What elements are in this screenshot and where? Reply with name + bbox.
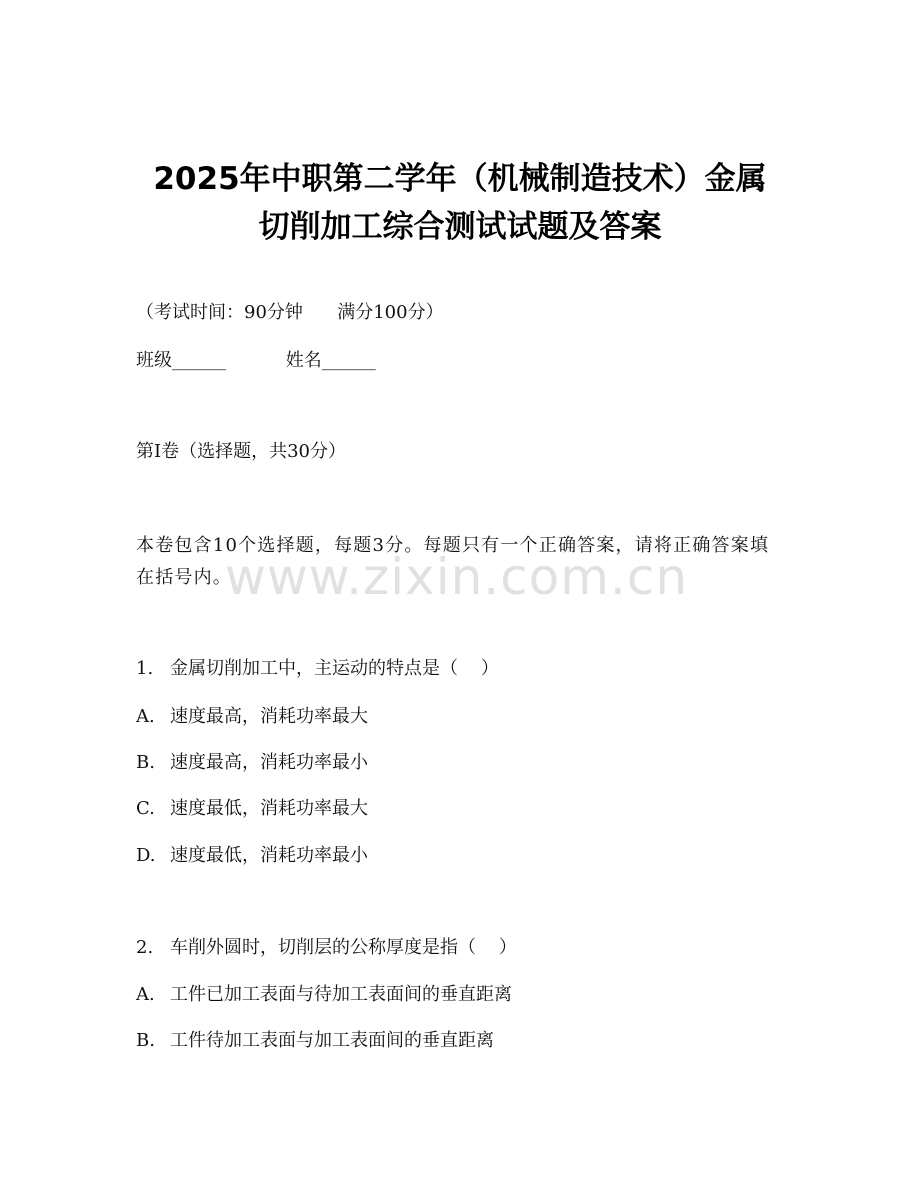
option-text: 工件已加工表面与待加工表面间的垂直距离	[170, 984, 512, 1005]
question-2-option-b	[136, 1026, 494, 1056]
option-letter: A.	[136, 706, 155, 727]
option-letter: C.	[136, 798, 155, 819]
section-heading: 第I卷（选择题，共30分）	[136, 441, 347, 462]
option-letter: B.	[136, 1030, 155, 1051]
question-number: 2.	[136, 937, 154, 958]
question-2-option-a	[136, 980, 512, 1010]
name-field: 姓名______	[285, 350, 376, 371]
instructions-paragraph: 本卷包含10个选择题，每题3分。每题只有一个正确答案，请将正确答案填在括号内。	[136, 535, 770, 588]
question-number: 1.	[136, 658, 154, 679]
option-text: 速度最低，消耗功率最小	[170, 845, 368, 866]
option-letter: B.	[136, 752, 155, 773]
question-2	[136, 933, 517, 963]
option-text: 速度最高，消耗功率最小	[170, 752, 368, 773]
question-text: 金属切削加工中，主运动的特点是（ ）	[170, 658, 499, 679]
question-1-option-d	[136, 841, 368, 871]
question-1-option-c	[136, 794, 368, 824]
question-1	[136, 654, 499, 684]
option-letter: A.	[136, 984, 155, 1005]
option-text: 工件待加工表面与加工表面间的垂直距离	[170, 1030, 494, 1051]
question-1-option-a	[136, 702, 368, 732]
exam-info: （考试时间：90分钟 满分100分）	[136, 302, 444, 323]
option-text: 速度最低，消耗功率最大	[170, 798, 368, 819]
document-title-line-1: 2025年中职第二学年（机械制造技术）金属	[153, 161, 767, 197]
student-info-row	[136, 346, 376, 376]
watermark: www.zixin.com.cn	[225, 548, 689, 606]
question-text: 车削外圆时，切削层的公称厚度是指（ ）	[170, 937, 517, 958]
question-1-option-b	[136, 748, 368, 778]
class-field: 班级______	[136, 350, 226, 371]
document-title-line-2: 切削加工综合测试试题及答案	[258, 209, 662, 245]
option-text: 速度最高，消耗功率最大	[170, 706, 368, 727]
option-letter: D.	[136, 845, 156, 866]
